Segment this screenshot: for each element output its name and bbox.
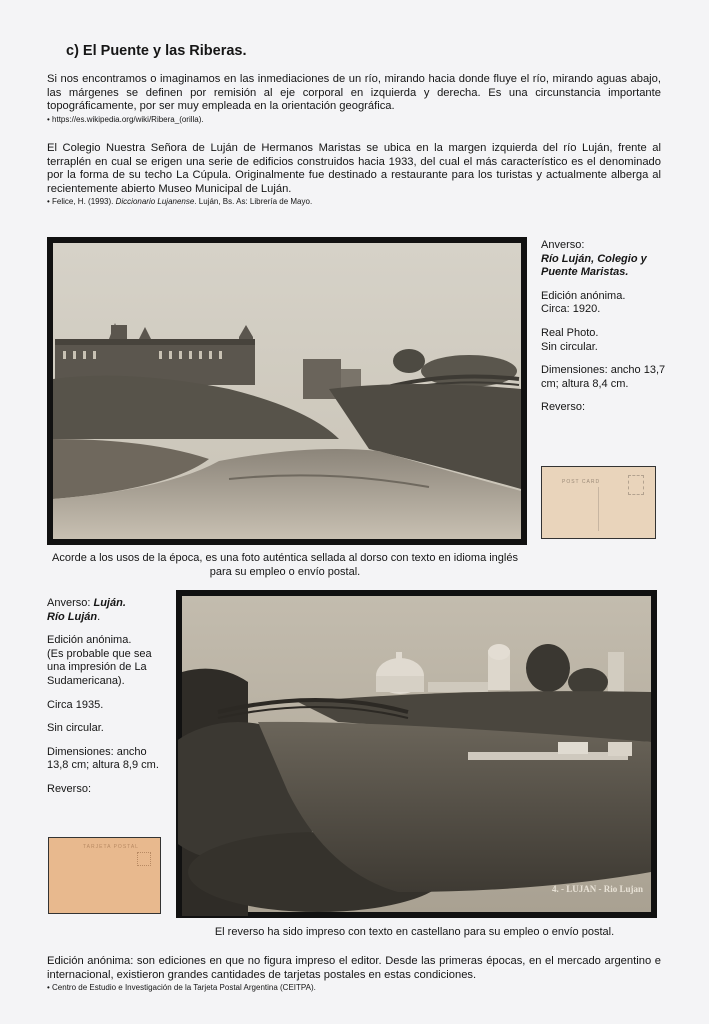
stamp-box	[628, 475, 644, 495]
postcard2-reverso-label: Reverso:	[47, 782, 92, 795]
colegio-paragraph	[47, 142, 661, 207]
postcard2-photo	[176, 590, 657, 918]
section-title: c) El Puente y las Riberas.	[66, 43, 247, 59]
postcard2-photo-label: 4. - LUJAN - Rio Lujan	[552, 884, 644, 894]
postcard2-circa: Circa 1935.	[47, 698, 104, 711]
postcard2-title: Río Luján.	[47, 610, 101, 623]
postcard1-info	[541, 239, 671, 415]
postcard1-title: Río Luján, Colegio y Puente Maristas.	[541, 252, 647, 279]
postcard2-image	[178, 592, 655, 916]
postcard1-image	[49, 239, 525, 543]
footer-paragraph	[47, 955, 661, 993]
intro-text: Si nos encontramos o imaginamos en las inmediaciones de un río, mirando hacia donde fluye el río, mirando aguas abajo, las márgenes se definen por remisión al eje corporal en izquierda y derecha. Es una circunstancia importante topográficamente, por ser muy empleada en la orientación geográfica.	[47, 73, 661, 113]
postcard2-edition: Edición anónima.	[47, 634, 132, 647]
postcard2-circular: Sin circular.	[47, 722, 104, 735]
footer-text: Edición anónima: son ediciones en que no figura impreso el editor. Desde las primeras épocas, en el mercado argentino e internacional, existieron grandes cantidades de tarjetas postales en estas condiciones.	[47, 955, 661, 981]
postcard1-reverse-text: POST CARD	[562, 479, 601, 485]
postcard2-note: (Es probable que sea una impresión de La Sudamericana).	[47, 647, 152, 687]
postcard1-caption: Acorde a los usos de la época, es una foto auténtica sellada al dorso con texto en idioma inglés para su empleo o envío postal.	[52, 552, 518, 578]
postcard1-photo-type: Real Photo. Sin circular.	[541, 326, 599, 353]
postcard2-caption: El reverso ha sido impreso con texto en castellano para su empleo o envío postal.	[214, 926, 615, 938]
colegio-reference: • Felice, H. (1993). Diccionario Lujanense. Luján, Bs. As: Librería de Mayo.	[47, 197, 313, 207]
postcard2-info	[47, 597, 167, 797]
postcard2-reverse-thumbnail	[48, 837, 161, 914]
postcard1-photo	[47, 237, 527, 545]
colegio-text: El Colegio Nuestra Señora de Luján de Hermanos Maristas se ubica en la margen izquierda del río Luján, frente al terraplén en cual se erigen una serie de edificios construidos hacia 1933, del cual el más característico es el denominado por la forma de su techo La Cúpula. Originalmente fue destinado a restaurante para los turistas y actualmente alberga al recientemente abierto Museo Municipal de Luján.	[47, 142, 661, 195]
postcard1-reverso-label: Reverso:	[541, 401, 586, 414]
stamp-box	[137, 852, 151, 866]
postcard1-anverso-label: Anverso:	[541, 239, 585, 251]
footer-reference: • Centro de Estudio e Investigación de la Tarjeta Postal Argentina (CEITPA).	[47, 983, 316, 993]
book-title: Diccionario Lujanense	[115, 197, 195, 207]
postcard2-reverse-text: TARJETA POSTAL	[83, 844, 139, 850]
divider-line	[598, 487, 599, 531]
postcard2-anverso: Anverso: Luján.	[47, 597, 126, 609]
intro-reference: • https://es.wikipedia.org/wiki/Ribera_(orilla).	[47, 114, 204, 124]
postcard1-reverse-thumbnail	[541, 466, 656, 539]
intro-paragraph	[47, 73, 661, 125]
postcard1-edition: Edición anónima. Circa: 1920.	[541, 289, 626, 316]
postcard1-dimensions: Dimensiones: ancho 13,7 cm; altura 8,4 cm.	[541, 364, 666, 390]
postcard2-dimensions: Dimensiones: ancho 13,8 cm; altura 8,9 cm.	[47, 745, 159, 772]
